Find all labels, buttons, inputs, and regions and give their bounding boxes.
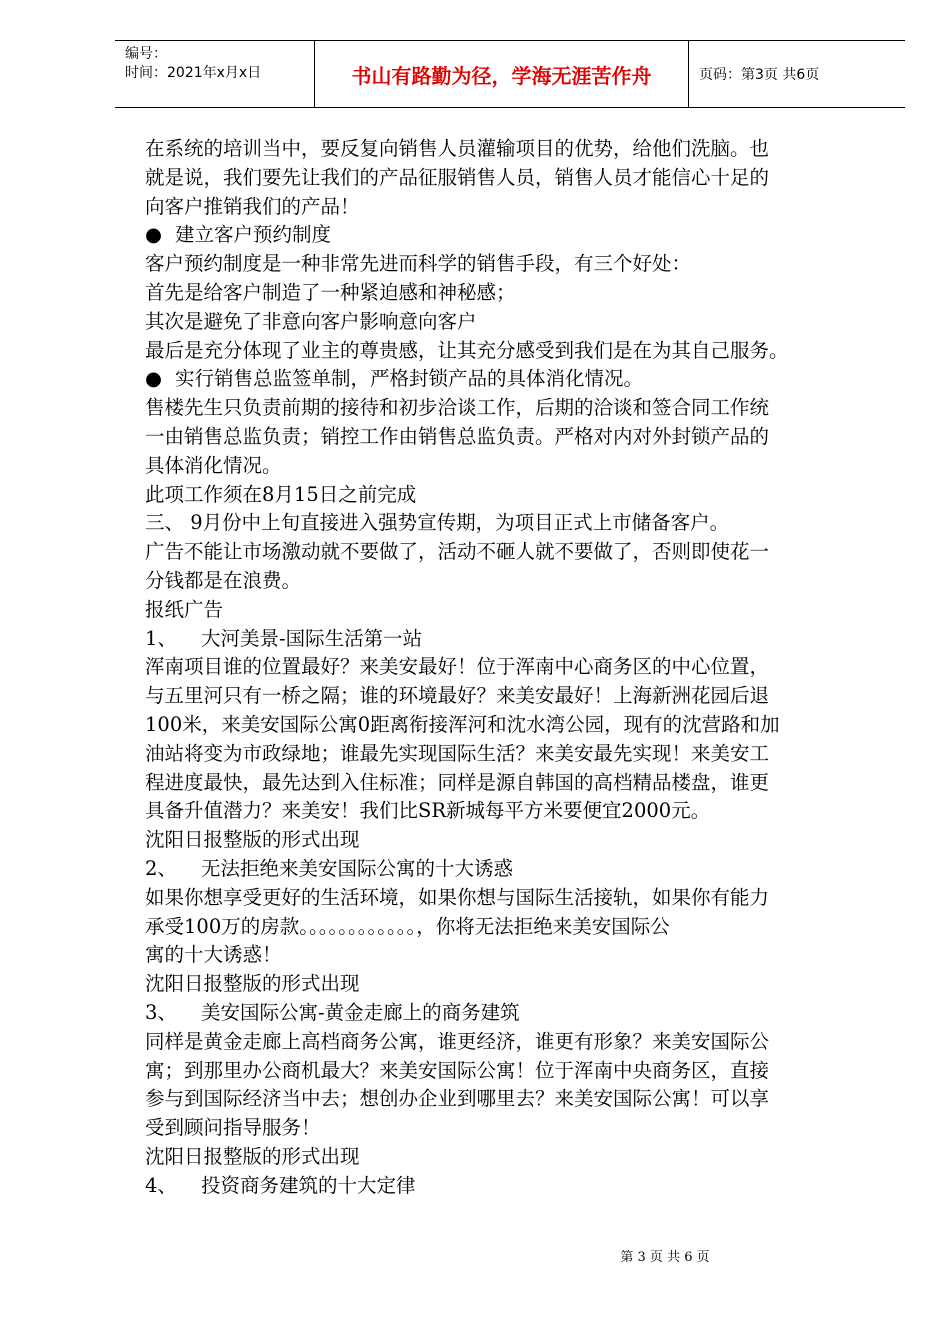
line-text: 具备升值潜力？来美安！我们比SR新城每平方米要便宜2000元。 (145, 799, 711, 823)
bullet-icon: ● (145, 223, 163, 247)
text-line (145, 135, 880, 164)
line-text: 沈阳日报整版的形式出现 (145, 1144, 360, 1168)
line-text: 如果你想享受更好的生活环境，如果你想与国际生活接轨，如果你有能力 (145, 885, 770, 909)
bullet-icon: ● (145, 367, 163, 391)
text-line (145, 452, 880, 481)
line-text: 浑南项目谁的位置最好？来美安最好！位于浑南中心商务区的中心位置， (145, 655, 770, 679)
list-number: 3、 (145, 1000, 177, 1024)
text-line (145, 970, 880, 999)
document-body (145, 135, 880, 1200)
line-text: 投资商务建筑的十大定律 (201, 1173, 416, 1197)
line-text: 与五里河只有一桥之隔；谁的环境最好？来美安最好！上海新洲花园后退 (145, 684, 770, 708)
text-line (145, 164, 880, 193)
text-line (145, 538, 880, 567)
header-page-label: 页码：第3页 共6页 (699, 67, 820, 83)
list-number: 4、 (145, 1173, 177, 1197)
text-line (145, 596, 880, 625)
line-text: 其次是避免了非意向客户影响意向客户 (145, 309, 477, 333)
line-text: 就是说，我们要先让我们的产品征服销售人员，销售人员才能信心十足的 (145, 165, 770, 189)
line-text: 美安国际公寓-黄金走廊上的商务建筑 (201, 1000, 520, 1024)
list-number: 1、 (145, 626, 177, 650)
header-time-label: 时间：2021年x月x日 (125, 65, 262, 81)
text-line (145, 913, 880, 942)
text-line (145, 1143, 880, 1172)
text-line (145, 999, 880, 1028)
header-id-label: 编号： (125, 46, 167, 62)
line-text: 售楼先生只负责前期的接待和初步洽谈工作，后期的洽谈和签合同工作统 (145, 396, 770, 420)
text-line (145, 855, 880, 884)
line-text: 广告不能让市场激动就不要做了，活动不砸人就不要做了，否则即使花一 (145, 540, 770, 564)
text-line (145, 221, 880, 250)
text-line (145, 1028, 880, 1057)
line-text: 报纸广告 (145, 597, 224, 621)
text-line (145, 1172, 880, 1201)
text-line (145, 682, 880, 711)
text-line (145, 1085, 880, 1114)
text-line (145, 193, 880, 222)
text-line (145, 826, 880, 855)
line-text: 首先是给客户制造了一种紧迫感和神秘感； (145, 280, 516, 304)
text-line (145, 481, 880, 510)
line-text: 油站将变为市政绿地；谁最先实现国际生活？来美安最先实现！来美安工 (145, 741, 770, 765)
text-line (145, 884, 880, 913)
list-number: 2、 (145, 856, 177, 880)
text-line (145, 394, 880, 423)
text-line (145, 308, 880, 337)
line-text: 分钱都是在浪费。 (145, 568, 302, 592)
line-text: 寓；到那里办公商机最大？来美安国际公寓！位于浑南中央商务区，直接 (145, 1058, 770, 1082)
text-line (145, 567, 880, 596)
line-text: 参与到国际经济当中去；想创办企业到哪里去？来美安国际公寓！可以享 (145, 1087, 770, 1111)
text-line (145, 941, 880, 970)
text-line (145, 337, 880, 366)
line-text: 建立客户预约制度 (175, 223, 332, 247)
line-text: 程进度最快，最先达到入住标准；同样是源自韩国的高档精品楼盘，谁更 (145, 770, 770, 794)
text-line (145, 797, 880, 826)
line-text: 100米，来美安国际公寓0距离衔接浑河和沈水湾公园，现有的沈营路和加 (145, 712, 780, 736)
text-line (145, 279, 880, 308)
text-line (145, 625, 880, 654)
text-line (145, 769, 880, 798)
text-line (145, 509, 880, 538)
line-text: 大河美景-国际生活第一站 (201, 626, 423, 650)
text-line (145, 423, 880, 452)
header-meta (115, 41, 315, 107)
line-text: 承受100万的房款。。。。。。。。。。。。，你将无法拒绝来美安国际公 (145, 914, 670, 938)
line-text: 客户预约制度是一种非常先进而科学的销售手段，有三个好处： (145, 252, 692, 276)
line-text: 受到顾问指导服务！ (145, 1116, 321, 1140)
line-text: 此项工作须在8月15日之前完成 (145, 482, 417, 506)
line-text: 最后是充分体现了业主的尊贵感，让其充分感受到我们是在为其自己服务。 (145, 338, 789, 362)
page-footer: 第 3 页 共 6 页 (620, 1250, 710, 1265)
text-line (145, 1114, 880, 1143)
line-text: 一由销售总监负责；销控工作由销售总监负责。严格对内对外封锁产品的 (145, 424, 770, 448)
line-text: 沈阳日报整版的形式出现 (145, 972, 360, 996)
text-line (145, 740, 880, 769)
text-line (145, 653, 880, 682)
line-text: 在系统的培训当中，要反复向销售人员灌输项目的优势，给他们洗脑。也 (145, 137, 770, 160)
text-line (145, 365, 880, 394)
text-line (145, 711, 880, 740)
line-text: 向客户推销我们的产品！ (145, 194, 360, 218)
line-text: 实行销售总监签单制，严格封锁产品的具体消化情况。 (175, 367, 644, 391)
line-text: 无法拒绝来美安国际公寓的十大诱惑 (201, 856, 514, 880)
line-text: 同样是黄金走廊上高档商务公寓，谁更经济，谁更有形象？来美安国际公 (145, 1029, 770, 1053)
header-motto: 书山有路勤为径，学海无涯苦作舟 (315, 41, 689, 107)
text-line (145, 250, 880, 279)
line-text: 三、 9月份中上旬直接进入强势宣传期，为项目正式上市储备客户。 (145, 511, 730, 535)
line-text: 寓的十大诱惑！ (145, 943, 282, 967)
text-line (145, 1057, 880, 1086)
page-header (115, 40, 905, 108)
line-text: 沈阳日报整版的形式出现 (145, 828, 360, 852)
line-text: 具体消化情况。 (145, 453, 282, 477)
